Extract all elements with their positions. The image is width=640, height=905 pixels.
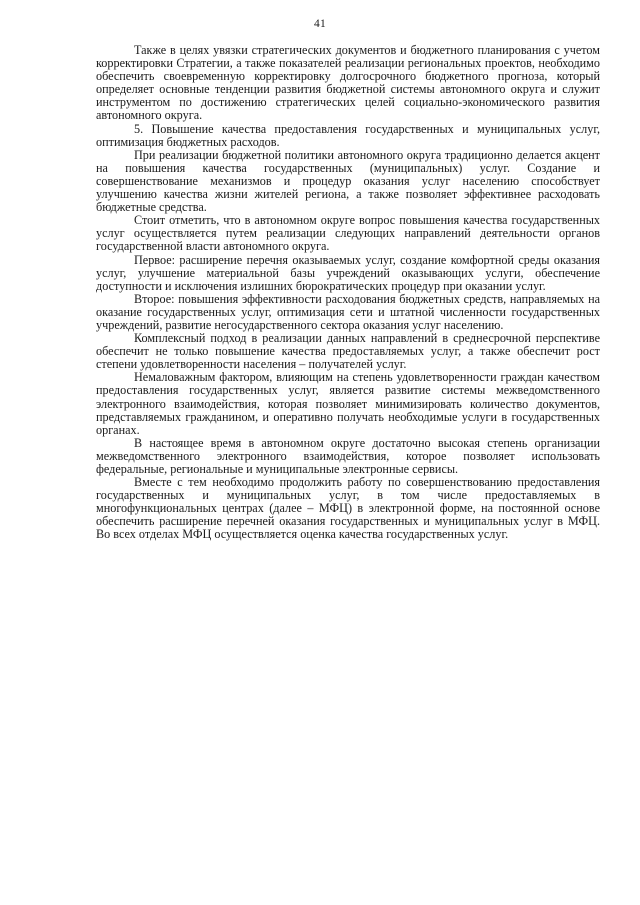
paragraph-mfc-work: Вместе с тем необходимо продолжить работу по совершенствованию предоставления государственных и муниципальных услуг, в том числе предоставляемых в многофункциональных центрах (далее – МФЦ) в электронной форме, на постоянной основе обеспечить расширение перечней оказания государственных и муниципальных услуг в МФЦ. Во всех отделах МФЦ осуществляется оценка качества государственных услуг.	[96, 475, 600, 542]
document-body	[96, 44, 600, 542]
page-number: 41	[313, 18, 327, 30]
paragraph-strategy-alignment: Также в целях увязки стратегических документов и бюджетного планирования с учетом корректировки Стратегии, а также показателей реализации региональных проектов, необходимо обеспечить своевременную корректировку долгосрочного бюджетного прогноза, который определяет основные тенденции развития бюджетной системы автономного округа и служит инструментом по достижению стратегических целей социально-экономического развития автономного округа.	[96, 43, 600, 123]
paragraph-interagency-factor: Немаловажным фактором, влияющим на степень удовлетворенности граждан качеством предоставления государственных услуг, является развитие системы межведомственного электронного взаимодействия, которая позволяет минимизировать количество документов, представляемых гражданином, и оперативно получать необходимые услуги в государственных органах.	[96, 370, 600, 437]
paragraph-complex-approach: Комплексный подход в реализации данных направлений в среднесрочной перспективе обеспечит не только повышение качества предоставляемых услуг, а также обеспечит рост степени удовлетворенности населения – получателей услуг.	[96, 331, 600, 372]
paragraph-first-direction: Первое: расширение перечня оказываемых услуг, создание комфортной среды оказания услуг, улучшение материальной базы учреждений оказывающих услуги, обеспечение доступности и исключения излишних бюрократических процедур при оказании услуг.	[96, 252, 600, 293]
paragraph-second-direction: Второе: повышения эффективности расходования бюджетных средств, направляемых на оказание государственных услуг, оптимизация сети и штатной численности государственных учреждений, развитие негосударственного сектора оказания услуг населению.	[96, 291, 600, 332]
paragraph-current-level: В настоящее время в автономном округе достаточно высокая степень организации межведомственного электронного взаимодействия, которое позволяет использовать федеральные, региональные и муниципальные электронные сервисы.	[96, 435, 600, 476]
paragraph-section-5-heading: 5. Повышение качества предоставления государственных и муниципальных услуг, оптимизация бюджетных расходов.	[96, 121, 600, 149]
paragraph-budget-policy: При реализации бюджетной политики автономного округа традиционно делается акцент на повышения качества государственных (муниципальных) услуг. Создание и совершенствование механизмов и процедур оказания услуг населению способствует улучшению качества жизни жителей региона, а также позволяет эффективнее расходовать бюджетные средства.	[96, 147, 600, 215]
paragraph-service-quality: Стоит отметить, что в автономном округе вопрос повышения качества государственных услуг осуществляется путем реализации следующих направлений деятельности органов государственной власти автономного округа.	[96, 213, 600, 254]
